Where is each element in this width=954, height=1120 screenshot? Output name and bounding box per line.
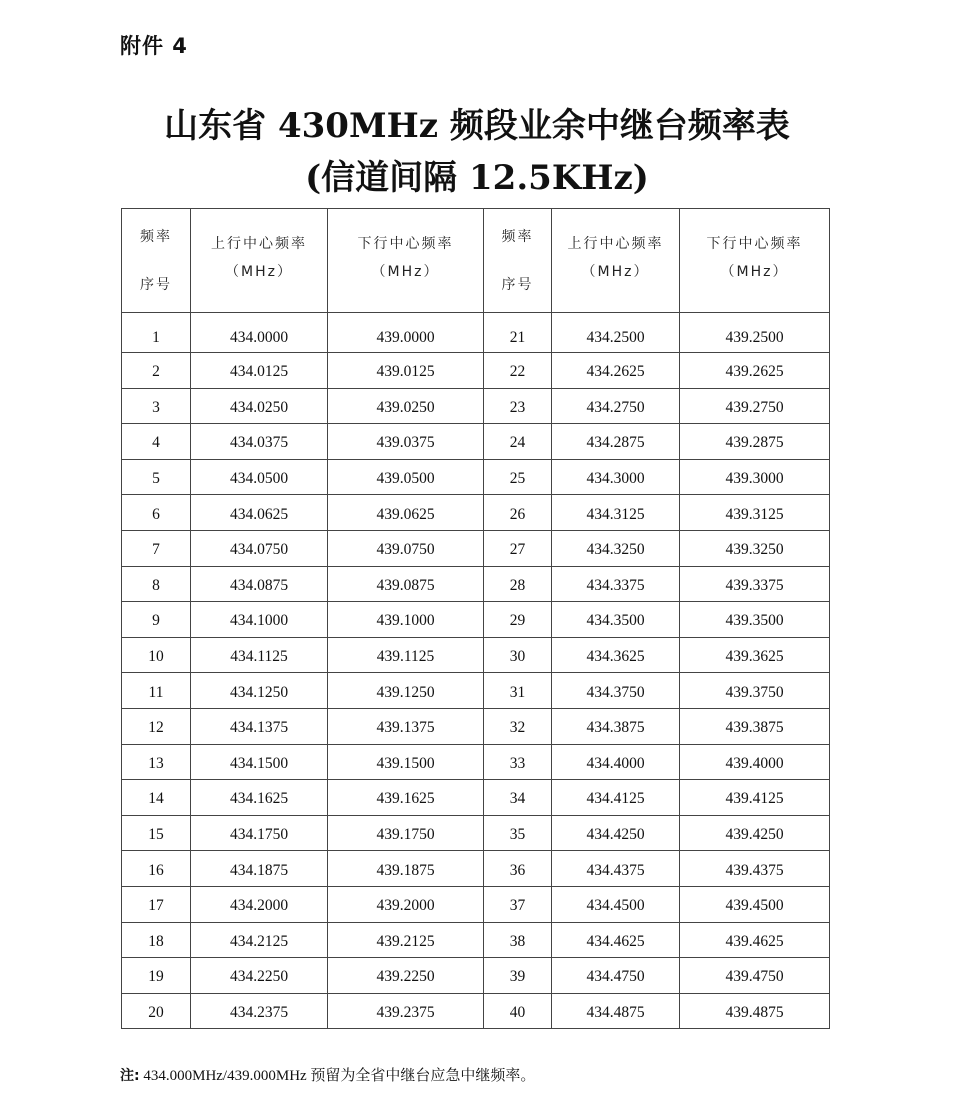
uplink-frequency-cell: 434.4375 bbox=[552, 851, 680, 887]
seq-number-cell: 7 bbox=[122, 530, 191, 566]
table-row bbox=[122, 815, 830, 851]
downlink-frequency-cell: 439.3625 bbox=[680, 637, 830, 673]
seq-number-cell: 18 bbox=[122, 922, 191, 958]
seq-number-cell: 28 bbox=[484, 566, 552, 602]
seq-number-cell: 23 bbox=[484, 388, 552, 424]
downlink-frequency-cell: 439.4375 bbox=[680, 851, 830, 887]
downlink-frequency-cell: 439.1750 bbox=[328, 815, 484, 851]
downlink-frequency-cell: 439.3000 bbox=[680, 459, 830, 495]
header-uplink-left bbox=[191, 209, 328, 313]
uplink-frequency-cell: 434.2375 bbox=[191, 993, 328, 1029]
seq-number-cell: 39 bbox=[484, 958, 552, 994]
uplink-frequency-cell: 434.2250 bbox=[191, 958, 328, 994]
table-row bbox=[122, 530, 830, 566]
footnote bbox=[120, 1064, 535, 1085]
table-row bbox=[122, 313, 830, 353]
seq-number-cell: 12 bbox=[122, 708, 191, 744]
table-row bbox=[122, 459, 830, 495]
table-row bbox=[122, 566, 830, 602]
downlink-frequency-cell: 439.3875 bbox=[680, 708, 830, 744]
header-seq-right bbox=[484, 209, 552, 313]
downlink-frequency-cell: 439.3125 bbox=[680, 495, 830, 531]
uplink-frequency-cell: 434.1125 bbox=[191, 637, 328, 673]
header-downlink-line2: （MHz） bbox=[371, 263, 440, 280]
header-downlink-line1: 下行中心频率 bbox=[357, 235, 454, 252]
uplink-frequency-cell: 434.2125 bbox=[191, 922, 328, 958]
header-uplink-line1: 上行中心频率 bbox=[567, 235, 664, 252]
table-row bbox=[122, 958, 830, 994]
uplink-frequency-cell: 434.4875 bbox=[552, 993, 680, 1029]
seq-number-cell: 5 bbox=[122, 459, 191, 495]
downlink-frequency-cell: 439.4125 bbox=[680, 780, 830, 816]
downlink-frequency-cell: 439.1625 bbox=[328, 780, 484, 816]
seq-number-cell: 36 bbox=[484, 851, 552, 887]
table-row bbox=[122, 708, 830, 744]
seq-number-cell: 37 bbox=[484, 886, 552, 922]
seq-number-cell: 26 bbox=[484, 495, 552, 531]
footnote-label: 注: bbox=[120, 1068, 140, 1084]
uplink-frequency-cell: 434.3625 bbox=[552, 637, 680, 673]
downlink-frequency-cell: 439.2125 bbox=[328, 922, 484, 958]
uplink-frequency-cell: 434.2875 bbox=[552, 424, 680, 460]
uplink-frequency-cell: 434.3750 bbox=[552, 673, 680, 709]
downlink-frequency-cell: 439.2375 bbox=[328, 993, 484, 1029]
seq-number-cell: 21 bbox=[484, 313, 552, 353]
downlink-frequency-cell: 439.2500 bbox=[680, 313, 830, 353]
downlink-frequency-cell: 439.1500 bbox=[328, 744, 484, 780]
seq-number-cell: 3 bbox=[122, 388, 191, 424]
header-uplink-line2: （MHz） bbox=[581, 263, 650, 280]
downlink-frequency-cell: 439.3250 bbox=[680, 530, 830, 566]
downlink-frequency-cell: 439.2750 bbox=[680, 388, 830, 424]
uplink-frequency-cell: 434.1750 bbox=[191, 815, 328, 851]
uplink-frequency-cell: 434.0625 bbox=[191, 495, 328, 531]
table-row bbox=[122, 424, 830, 460]
seq-number-cell: 29 bbox=[484, 602, 552, 638]
header-seq-line1: 频率 bbox=[140, 228, 172, 245]
uplink-frequency-cell: 434.3250 bbox=[552, 530, 680, 566]
uplink-frequency-cell: 434.4250 bbox=[552, 815, 680, 851]
downlink-frequency-cell: 439.4875 bbox=[680, 993, 830, 1029]
seq-number-cell: 16 bbox=[122, 851, 191, 887]
seq-number-cell: 38 bbox=[484, 922, 552, 958]
table-row bbox=[122, 744, 830, 780]
uplink-frequency-cell: 434.1250 bbox=[191, 673, 328, 709]
seq-number-cell: 19 bbox=[122, 958, 191, 994]
downlink-frequency-cell: 439.4500 bbox=[680, 886, 830, 922]
table-row bbox=[122, 993, 830, 1029]
header-downlink-right bbox=[680, 209, 830, 313]
page-subtitle: (信道间隔 12.5KHz) bbox=[305, 158, 649, 198]
uplink-frequency-cell: 434.4125 bbox=[552, 780, 680, 816]
table-body bbox=[122, 313, 830, 1029]
downlink-frequency-cell: 439.1125 bbox=[328, 637, 484, 673]
uplink-frequency-cell: 434.3375 bbox=[552, 566, 680, 602]
uplink-frequency-cell: 434.4625 bbox=[552, 922, 680, 958]
downlink-frequency-cell: 439.4750 bbox=[680, 958, 830, 994]
uplink-frequency-cell: 434.3875 bbox=[552, 708, 680, 744]
uplink-frequency-cell: 434.1375 bbox=[191, 708, 328, 744]
seq-number-cell: 6 bbox=[122, 495, 191, 531]
downlink-frequency-cell: 439.1000 bbox=[328, 602, 484, 638]
table-row bbox=[122, 388, 830, 424]
table-row bbox=[122, 673, 830, 709]
footnote-text: 434.000MHz/439.000MHz 预留为全省中继台应急中继频率。 bbox=[143, 1068, 536, 1084]
seq-number-cell: 15 bbox=[122, 815, 191, 851]
downlink-frequency-cell: 439.0625 bbox=[328, 495, 484, 531]
header-downlink-left bbox=[328, 209, 484, 313]
seq-number-cell: 10 bbox=[122, 637, 191, 673]
seq-number-cell: 25 bbox=[484, 459, 552, 495]
attachment-label: 附件 4 bbox=[120, 34, 188, 58]
uplink-frequency-cell: 434.0125 bbox=[191, 353, 328, 389]
table-row bbox=[122, 851, 830, 887]
downlink-frequency-cell: 439.0875 bbox=[328, 566, 484, 602]
header-seq-line2: 序号 bbox=[501, 276, 534, 293]
uplink-frequency-cell: 434.0750 bbox=[191, 530, 328, 566]
header-downlink-line1: 下行中心频率 bbox=[706, 235, 803, 252]
downlink-frequency-cell: 439.0750 bbox=[328, 530, 484, 566]
downlink-frequency-cell: 439.0500 bbox=[328, 459, 484, 495]
seq-number-cell: 24 bbox=[484, 424, 552, 460]
downlink-frequency-cell: 439.1250 bbox=[328, 673, 484, 709]
uplink-frequency-cell: 434.1875 bbox=[191, 851, 328, 887]
page-title: 山东省 430MHz 频段业余中继台频率表 bbox=[164, 106, 790, 146]
downlink-frequency-cell: 439.1875 bbox=[328, 851, 484, 887]
table-row bbox=[122, 353, 830, 389]
seq-number-cell: 4 bbox=[122, 424, 191, 460]
seq-number-cell: 30 bbox=[484, 637, 552, 673]
seq-number-cell: 34 bbox=[484, 780, 552, 816]
table-row bbox=[122, 780, 830, 816]
seq-number-cell: 33 bbox=[484, 744, 552, 780]
header-seq-line1: 频率 bbox=[501, 228, 534, 245]
downlink-frequency-cell: 439.4250 bbox=[680, 815, 830, 851]
uplink-frequency-cell: 434.3125 bbox=[552, 495, 680, 531]
uplink-frequency-cell: 434.2000 bbox=[191, 886, 328, 922]
seq-number-cell: 31 bbox=[484, 673, 552, 709]
downlink-frequency-cell: 439.2625 bbox=[680, 353, 830, 389]
table-row bbox=[122, 922, 830, 958]
seq-number-cell: 32 bbox=[484, 708, 552, 744]
table-row bbox=[122, 495, 830, 531]
header-seq-line2: 序号 bbox=[140, 276, 172, 293]
uplink-frequency-cell: 434.0500 bbox=[191, 459, 328, 495]
header-uplink-line1: 上行中心频率 bbox=[211, 235, 307, 252]
downlink-frequency-cell: 439.4625 bbox=[680, 922, 830, 958]
table-row bbox=[122, 886, 830, 922]
seq-number-cell: 17 bbox=[122, 886, 191, 922]
downlink-frequency-cell: 439.3750 bbox=[680, 673, 830, 709]
uplink-frequency-cell: 434.0000 bbox=[191, 313, 328, 353]
seq-number-cell: 27 bbox=[484, 530, 552, 566]
downlink-frequency-cell: 439.2250 bbox=[328, 958, 484, 994]
uplink-frequency-cell: 434.3000 bbox=[552, 459, 680, 495]
downlink-frequency-cell: 439.4000 bbox=[680, 744, 830, 780]
uplink-frequency-cell: 434.1500 bbox=[191, 744, 328, 780]
uplink-frequency-cell: 434.3500 bbox=[552, 602, 680, 638]
seq-number-cell: 1 bbox=[122, 313, 191, 353]
table-row bbox=[122, 637, 830, 673]
uplink-frequency-cell: 434.1625 bbox=[191, 780, 328, 816]
seq-number-cell: 9 bbox=[122, 602, 191, 638]
uplink-frequency-cell: 434.0250 bbox=[191, 388, 328, 424]
downlink-frequency-cell: 439.0250 bbox=[328, 388, 484, 424]
uplink-frequency-cell: 434.0875 bbox=[191, 566, 328, 602]
uplink-frequency-cell: 434.1000 bbox=[191, 602, 328, 638]
downlink-frequency-cell: 439.1375 bbox=[328, 708, 484, 744]
table-row bbox=[122, 602, 830, 638]
uplink-frequency-cell: 434.2500 bbox=[552, 313, 680, 353]
seq-number-cell: 40 bbox=[484, 993, 552, 1029]
table-header-row bbox=[122, 209, 830, 313]
uplink-frequency-cell: 434.2750 bbox=[552, 388, 680, 424]
seq-number-cell: 8 bbox=[122, 566, 191, 602]
downlink-frequency-cell: 439.0375 bbox=[328, 424, 484, 460]
seq-number-cell: 20 bbox=[122, 993, 191, 1029]
uplink-frequency-cell: 434.4750 bbox=[552, 958, 680, 994]
seq-number-cell: 2 bbox=[122, 353, 191, 389]
uplink-frequency-cell: 434.4000 bbox=[552, 744, 680, 780]
uplink-frequency-cell: 434.2625 bbox=[552, 353, 680, 389]
downlink-frequency-cell: 439.2875 bbox=[680, 424, 830, 460]
frequency-table bbox=[121, 208, 830, 1029]
seq-number-cell: 14 bbox=[122, 780, 191, 816]
downlink-frequency-cell: 439.0125 bbox=[328, 353, 484, 389]
downlink-frequency-cell: 439.3500 bbox=[680, 602, 830, 638]
seq-number-cell: 13 bbox=[122, 744, 191, 780]
downlink-frequency-cell: 439.0000 bbox=[328, 313, 484, 353]
uplink-frequency-cell: 434.0375 bbox=[191, 424, 328, 460]
seq-number-cell: 11 bbox=[122, 673, 191, 709]
header-seq-left bbox=[122, 209, 191, 313]
downlink-frequency-cell: 439.3375 bbox=[680, 566, 830, 602]
downlink-frequency-cell: 439.2000 bbox=[328, 886, 484, 922]
header-downlink-line2: （MHz） bbox=[720, 263, 789, 280]
seq-number-cell: 35 bbox=[484, 815, 552, 851]
header-uplink-line2: （MHz） bbox=[225, 263, 293, 280]
uplink-frequency-cell: 434.4500 bbox=[552, 886, 680, 922]
seq-number-cell: 22 bbox=[484, 353, 552, 389]
header-uplink-right bbox=[552, 209, 680, 313]
